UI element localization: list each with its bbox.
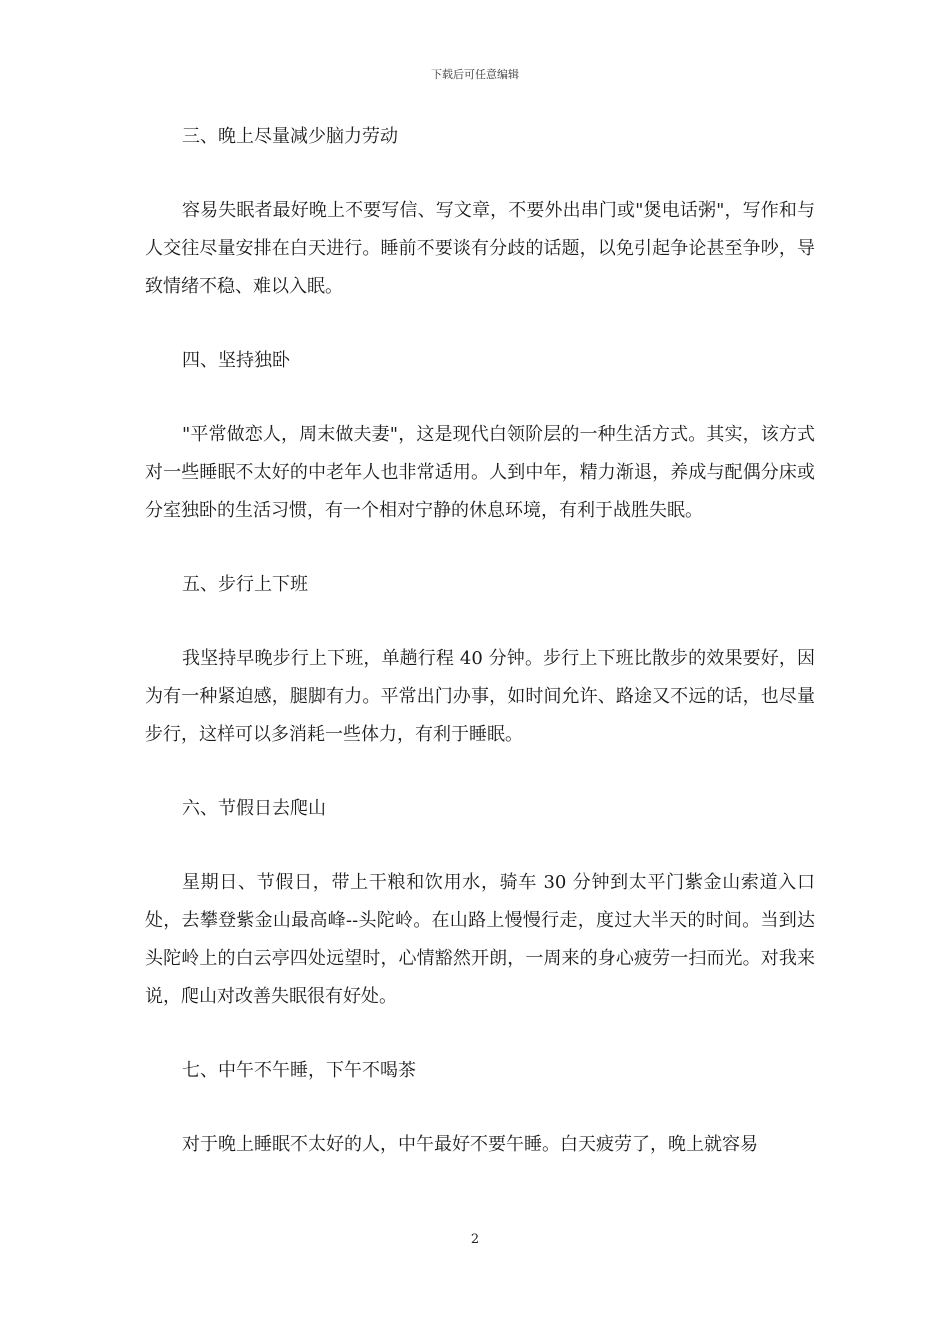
spacer xyxy=(145,1016,815,1052)
spacer xyxy=(145,306,815,342)
section-paragraph-5: 我坚持早晚步行上下班，单趟行程 40 分钟。步行上下班比散步的效果要好，因为有一种紧迫感，腿脚有力。平常出门办事，如时间允许、路途又不远的话，也尽量步行，这样可以多消耗一些体力，有利于睡眠。 xyxy=(145,648,815,745)
spacer xyxy=(145,530,815,566)
spacer xyxy=(145,828,815,864)
section-paragraph-7: 对于晚上睡眠不太好的人，中午最好不要午睡。白天疲劳了，晚上就容易 xyxy=(182,1134,758,1155)
spacer xyxy=(145,754,815,790)
page-number: 2 xyxy=(470,1232,480,1247)
spacer xyxy=(145,156,815,192)
spacer xyxy=(145,1090,815,1126)
section-heading-5: 五、步行上下班 xyxy=(182,574,308,595)
spacer xyxy=(145,604,815,640)
section-heading-7: 七、中午不午睡，下午不喝茶 xyxy=(182,1060,416,1081)
section-paragraph-6: 星期日、节假日，带上干粮和饮用水，骑车 30 分钟到太平门紫金山索道入口处，去攀登紫金山最高峰--头陀岭。在山路上慢慢行走，度过大半天的时间。当到达头陀岭上的白云亭四处远望时，心情豁然开朗，一周来的身心疲劳一扫而光。对我来说，爬山对改善失眠很有好处。 xyxy=(145,872,815,1007)
section-heading-4: 四、坚持独卧 xyxy=(182,350,290,371)
section-heading-6: 六、节假日去爬山 xyxy=(182,798,326,819)
section-heading-3: 三、晚上尽量减少脑力劳动 xyxy=(182,126,398,147)
page-header-note: 下载后可任意编辑 xyxy=(431,68,519,81)
document-body xyxy=(145,118,815,1164)
section-paragraph-4: "平常做恋人，周末做夫妻"，这是现代白领阶层的一种生活方式。其实，该方式对一些睡眠不太好的中老年人也非常适用。人到中年，精力渐退，养成与配偶分床或分室独卧的生活习惯，有一个相对宁静的休息环境，有利于战胜失眠。 xyxy=(145,424,815,521)
spacer xyxy=(145,380,815,416)
section-paragraph-3: 容易失眠者最好晚上不要写信、写文章，不要外出串门或"煲电话粥"，写作和与人交往尽量安排在白天进行。睡前不要谈有分歧的话题，以免引起争论甚至争吵，导致情绪不稳、难以入眠。 xyxy=(145,200,815,297)
